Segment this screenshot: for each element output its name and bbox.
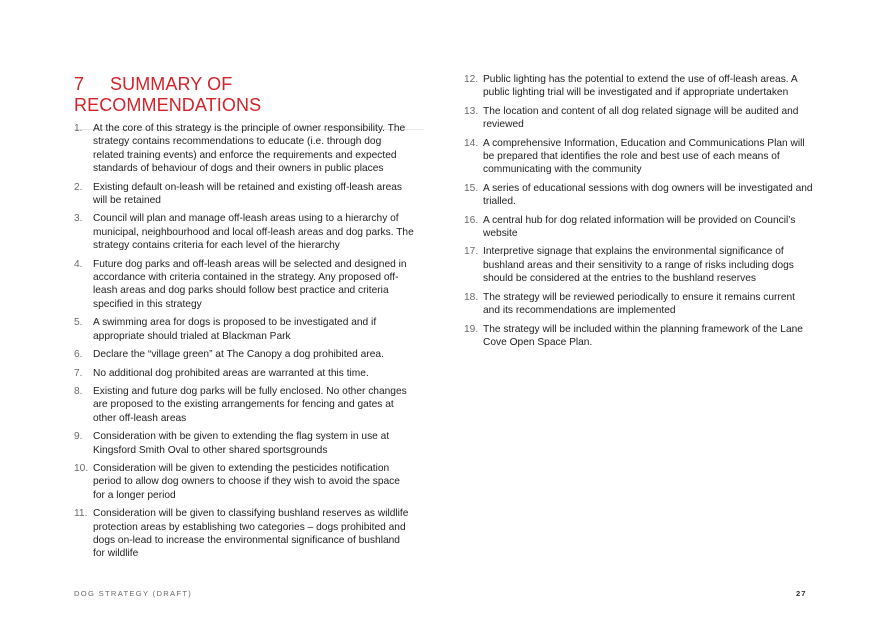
recommendation-number: 15. [464, 182, 479, 194]
recommendation-text: Existing default on-leash will be retained and existing off-leash areas will be retained [93, 181, 403, 207]
recommendation-text: At the core of this strategy is the principle of owner responsibility. The strategy contains recommendations to educate (i.e. through dog related training events) and enforce the requirements and expected standards of behaviour of dogs and their owners in public places [93, 123, 406, 175]
recommendation-text: Interpretive signage that explains the environmental significance of bushland areas and their sensitivity to a range of risks including dogs should be considered at the entries to the bushland reserves [483, 246, 794, 285]
recommendation-number: 16. [464, 214, 479, 226]
recommendation-text: The strategy will be included within the planning framework of the Lane Cove Open Space Plan. [483, 323, 803, 348]
recommendation-item [74, 316, 414, 343]
recommendation-number: 4. [74, 258, 83, 270]
recommendation-item [74, 430, 414, 457]
recommendation-number: 9. [74, 431, 83, 443]
recommendation-number: 17. [464, 246, 479, 258]
recommendation-text: A swimming area for dogs is proposed to be investigated and if appropriate should trialed at Blackman Park [93, 317, 377, 342]
recommendation-number: 14. [464, 137, 479, 149]
recommendations-list-left [74, 122, 414, 566]
footer-page-number: 27 [796, 589, 807, 598]
section-title: SUMMARY OF RECOMMENDATIONS [74, 74, 262, 115]
recommendation-item [464, 182, 814, 209]
recommendation-text: A comprehensive Information, Education and Communications Plan will be prepared that identifies the role and best use of each means of communicating with the community [483, 137, 805, 176]
recommendation-number: 3. [74, 213, 83, 225]
footer-document-title: DOG STRATEGY (DRAFT) [74, 589, 193, 598]
recommendation-number: 12. [464, 74, 479, 85]
recommendation-item [74, 258, 414, 312]
recommendation-number: 8. [74, 385, 83, 397]
recommendation-item [464, 73, 814, 100]
recommendation-number: 19. [464, 323, 479, 335]
recommendation-text: The location and content of all dog related signage will be audited and reviewed [483, 105, 799, 131]
recommendation-text: Council will plan and manage off-leash areas using to a hierarchy of municipal, neighbourhood and local off-leash areas and dog parks. The strategy contains criteria for each level of the hierarchy [93, 213, 414, 252]
section-number: 7 [74, 74, 85, 94]
recommendation-text: Consideration will be given to classifying bushland reserves as wildlife protection areas by establishing two categories – dogs prohibited and dogs on-lead to increase the environmental significance of bushland for wildlife [93, 508, 409, 560]
recommendation-text: Public lighting has the potential to extend the use of off-leash areas. A public lighting trial will be investigated and if appropriate undertaken [483, 74, 798, 99]
recommendation-item [464, 323, 814, 350]
recommendation-item [74, 385, 414, 425]
recommendation-text: A central hub for dog related information will be provided on Council’s website [483, 214, 796, 240]
recommendation-item [464, 291, 814, 318]
recommendation-item [74, 181, 414, 208]
recommendation-number: 10. [74, 462, 89, 474]
recommendation-item [74, 367, 414, 380]
recommendation-item [74, 462, 414, 502]
recommendation-text: Consideration will be given to extending the pesticides notification period to allow dog owners to choose if they wish to avoid the space for a longer period [93, 462, 400, 501]
recommendation-item [74, 212, 414, 252]
recommendation-text: No additional dog prohibited areas are warranted at this time. [93, 367, 369, 379]
recommendation-text: Declare the “village green” at The Canopy a dog prohibited area. [93, 349, 384, 361]
recommendation-number: 2. [74, 181, 83, 193]
recommendation-text: Existing and future dog parks will be fully enclosed. No other changes are proposed to the existing arrangements for fencing and gates at other off-leash areas [93, 385, 407, 424]
recommendation-number: 5. [74, 317, 83, 329]
recommendation-item [74, 507, 414, 561]
recommendation-item [464, 214, 814, 241]
recommendation-item [464, 245, 814, 285]
recommendation-number: 1. [74, 123, 83, 134]
recommendation-number: 18. [464, 291, 479, 303]
recommendations-list-right [464, 73, 814, 354]
recommendation-number: 11. [74, 508, 88, 520]
recommendation-text: Future dog parks and off-leash areas will be selected and designed in accordance with criteria contained in the strategy. Any proposed off-leash areas and dog parks should follow best practice and criteria specified in this strategy [93, 258, 407, 310]
recommendation-text: Consideration with be given to extending the flag system in use at Kingsford Smith Oval to other shared sportsgrounds [93, 431, 390, 456]
recommendation-number: 6. [74, 349, 83, 361]
recommendation-item [74, 122, 414, 176]
recommendation-number: 7. [74, 367, 83, 379]
recommendation-item [74, 348, 414, 361]
recommendation-item [464, 137, 814, 177]
recommendation-item [464, 105, 814, 132]
recommendation-text: A series of educational sessions with dog owners will be investigated and trialled. [483, 182, 813, 208]
recommendation-number: 13. [464, 105, 479, 117]
recommendation-text: The strategy will be reviewed periodically to ensure it remains current and its recommendations are implemented [483, 291, 795, 317]
